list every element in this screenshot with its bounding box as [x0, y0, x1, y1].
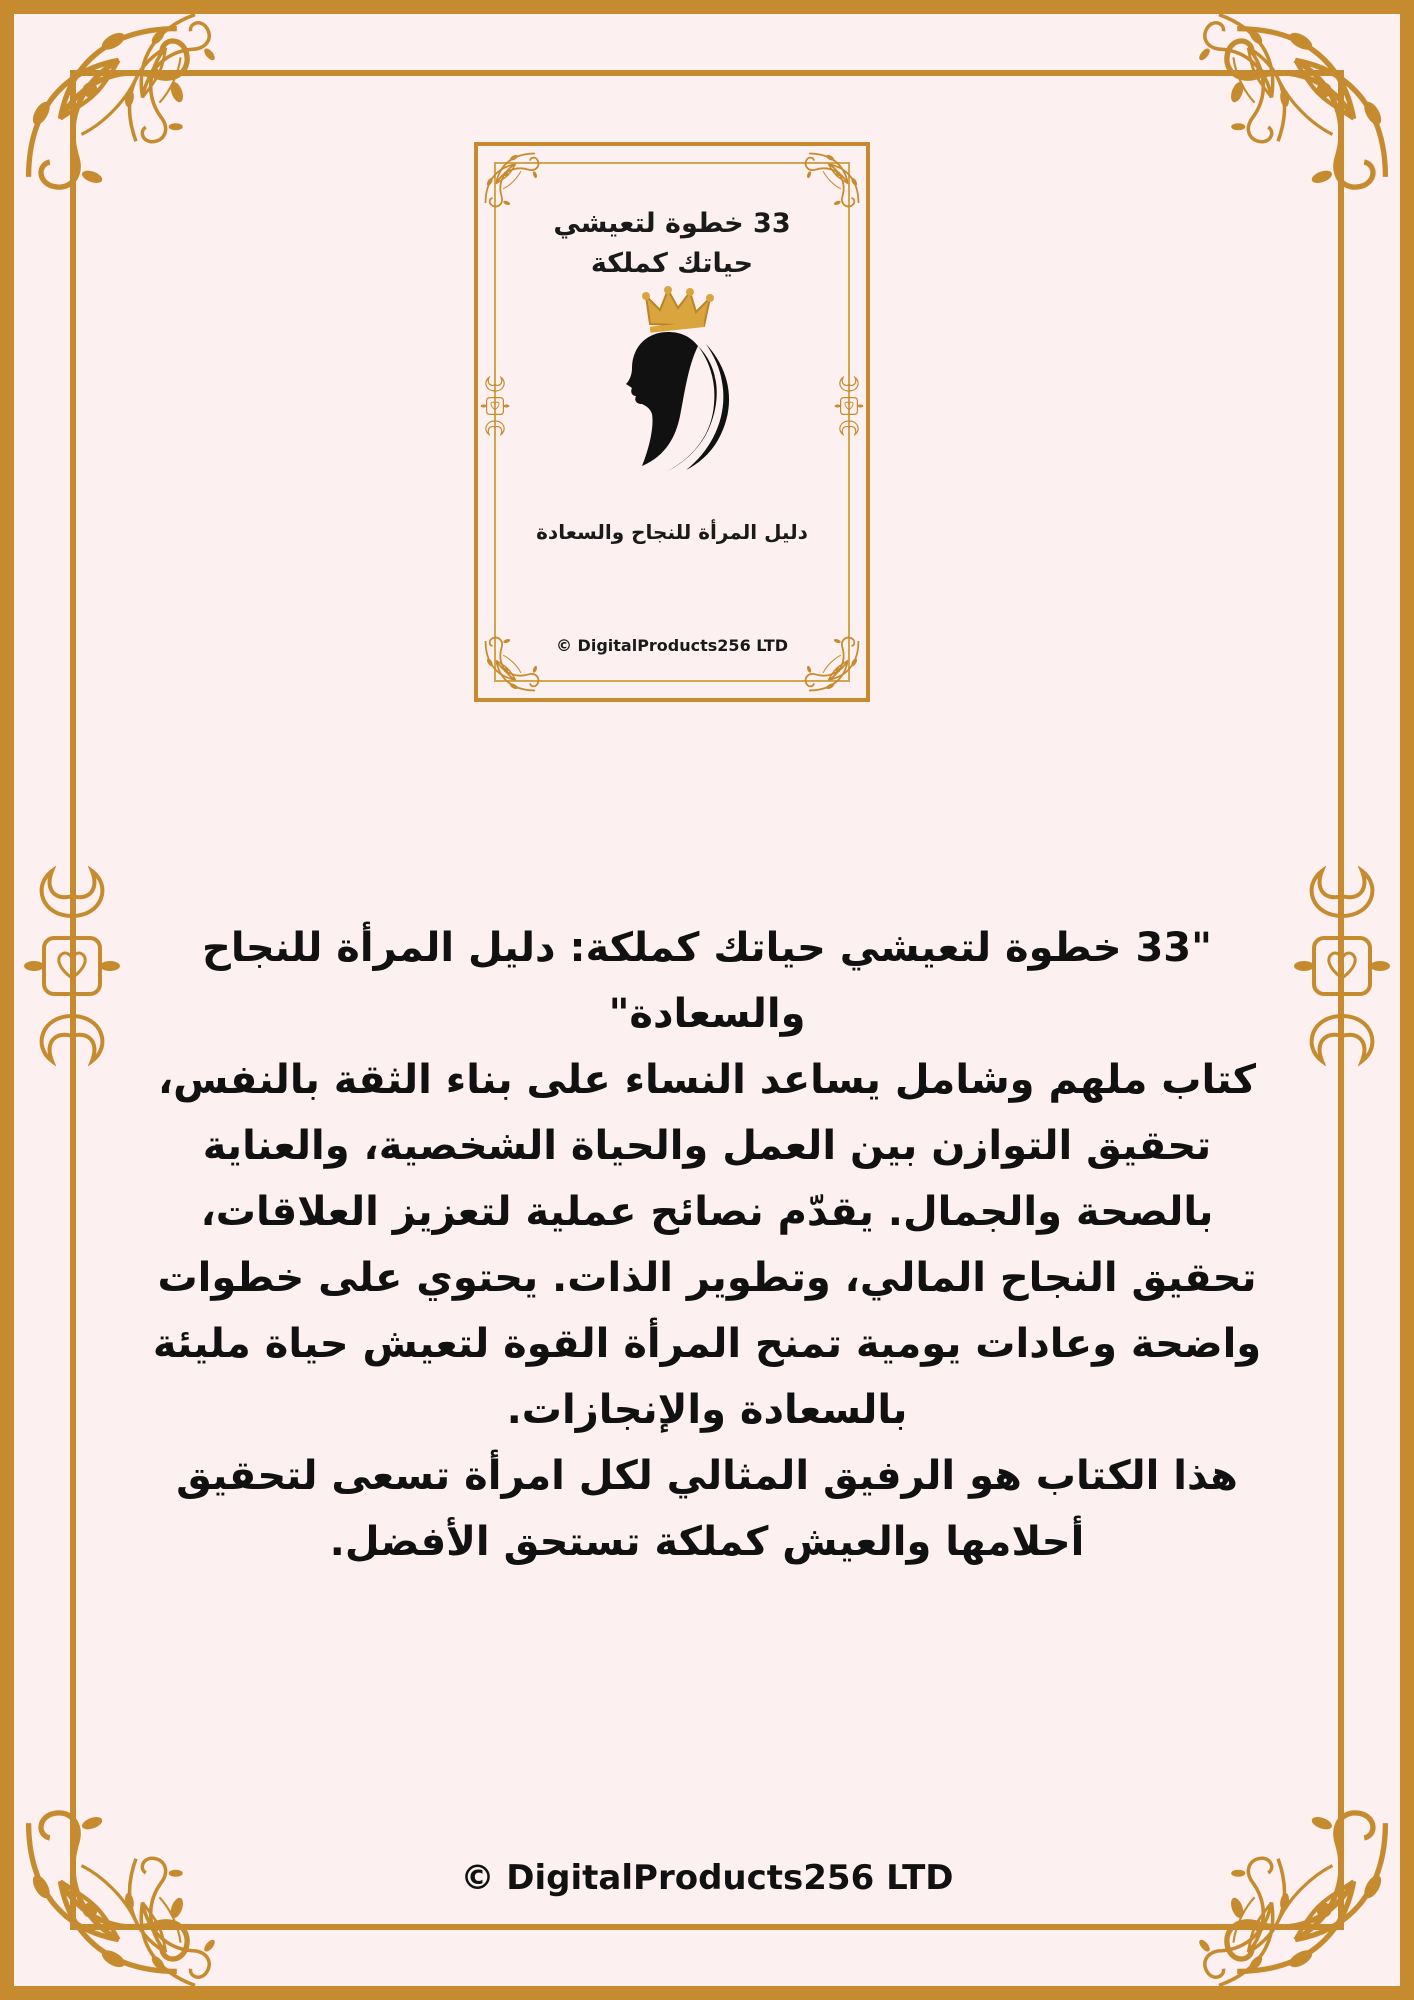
footer-copyright: © DigitalProducts256 LTD [460, 1858, 954, 1898]
description-line: "33 خطوة لتعيشي حياتك كملكة: دليل المرأة للنجاح [202, 925, 1212, 971]
description-line: بالصحة والجمال. يقدّم نصائح عملية لتعزيز العلاقات، [200, 1189, 1214, 1235]
description-line: هذا الكتاب هو الرفيق المثالي لكل امرأة تسعى لتحقيق [176, 1453, 1238, 1499]
description-line: بالسعادة والإنجازات. [506, 1387, 908, 1433]
cover-title [478, 204, 866, 284]
cover-subtitle: دليل المرأة للنجاح والسعادة [536, 520, 808, 544]
book-description [90, 915, 1324, 1575]
book-cover [474, 142, 870, 702]
cover-title-line: حياتك كملكة [590, 248, 754, 279]
floral-heart-ornament-icon [480, 376, 510, 436]
floral-corner-ornament-icon [482, 150, 542, 210]
crowned-woman-silhouette-icon [606, 286, 742, 476]
cover-title-line: 33 خطوة لتعيشي [553, 208, 791, 239]
description-line: واضحة وعادات يومية تمنح المرأة القوة لتعيش حياة مليئة [152, 1321, 1262, 1367]
description-line: والسعادة" [608, 991, 806, 1037]
floral-heart-ornament-icon [834, 376, 864, 436]
description-line: أحلامها والعيش كملكة تستحق الأفضل. [329, 1519, 1085, 1565]
floral-corner-ornament-icon [802, 150, 862, 210]
description-line: تحقيق التوازن بين العمل والحياة الشخصية، والعناية [202, 1123, 1212, 1169]
description-line: كتاب ملهم وشامل يساعد النساء على بناء الثقة بالنفس، [157, 1057, 1257, 1103]
description-line: تحقيق النجاح المالي، وتطوير الذات. يحتوي على خطوات [157, 1255, 1257, 1301]
cover-copyright: © DigitalProducts256 LTD [555, 636, 789, 655]
